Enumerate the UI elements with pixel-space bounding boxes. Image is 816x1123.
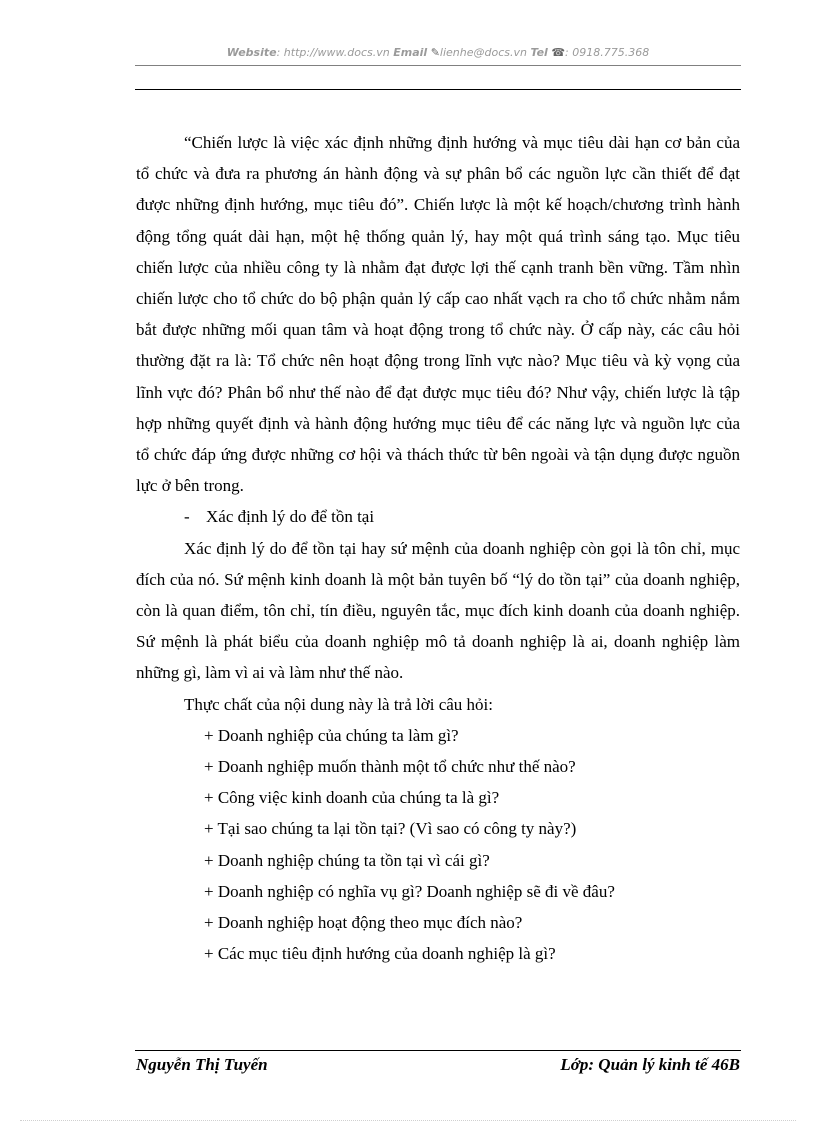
page-header (135, 46, 741, 59)
dash-marker: - (184, 507, 190, 527)
footer-author: Nguyễn Thị Tuyến (136, 1055, 268, 1074)
tel-label: Tel (530, 46, 548, 59)
header-rule (135, 65, 741, 66)
phone-icon: ☎ (551, 46, 566, 59)
list-item: + Doanh nghiệp chúng ta tồn tại vì cái gì? (204, 850, 490, 870)
paragraph-strategy-definition: “Chiến lược là việc xác định những định hướng và mục tiêu dài hạn cơ bản của tổ chức và đưa ra phương án hành động và sự phân bổ các nguồn lực cần thiết để đạt được những định hướng, mục tiêu đó”. Chiến lược là một kế hoạch/chương trình hành động tổng quát dài hạn, một hệ thống quản lý, hay một quá trình sáng tạo. Mục tiêu chiến lược của nhiều công ty là nhằm đạt được lợi thế cạnh tranh bền vững. Tầm nhìn chiến lược cho tổ chức do bộ phận quản lý cấp cao nhất vạch ra cho tổ chức nhằm nắm bắt được những mối quan tâm và hoạt động trong tổ chức này. Ở cấp này, các câu hỏi thường đặt ra là: Tổ chức nên hoạt động trong lĩnh vực nào? Mục tiêu và kỳ vọng của lĩnh vực đó? Phân bổ như thế nào để đạt được mục tiêu đó? Như vậy, chiến lược là tập hợp những quyết định và hành động hướng mục tiêu để các năng lực và nguồn lực của tổ chức đáp ứng được những cơ hội và thách thức từ bên ngoài và tận dụng được nguồn lực ở bên trong. (136, 133, 740, 496)
paragraph-mission: Xác định lý do để tồn tại hay sứ mệnh của doanh nghiệp còn gọi là tôn chỉ, mục đích của nó. Sứ mệnh kinh doanh là một bản tuyên bố “lý do tồn tại” của doanh nghiệp, còn là quan điểm, tôn chỉ, tín điều, nguyên tắc, mục đích kinh doanh của doanh nghiệp. Sứ mệnh là phát biểu của doanh nghiệp mô tả doanh nghiệp là ai, doanh nghiệp làm những gì, làm vì ai và làm như thế nào. (136, 538, 740, 683)
header-rule-bottom (135, 89, 741, 90)
section-heading (136, 501, 740, 532)
paragraph-questions-intro: Thực chất của nội dung này là trả lời câu hỏi: (184, 694, 493, 714)
list-item: + Tại sao chúng ta lại tồn tại? (Vì sao có công ty này?) (204, 819, 577, 839)
website-value: : http://www.docs.vn (276, 46, 390, 59)
heading-text: Xác định lý do để tồn tại (206, 507, 375, 527)
email-label: Email (393, 46, 428, 59)
tel-value: : 0918.775.368 (565, 46, 650, 59)
list-item: + Doanh nghiệp muốn thành một tổ chức như thế nào? (204, 757, 576, 777)
page-edge (20, 1120, 796, 1121)
pen-icon: ✎ (430, 46, 440, 59)
footer-class: Lớp: Quản lý kinh tế 46B (560, 1055, 740, 1074)
email-value: lienhe@docs.vn (439, 46, 527, 59)
website-label: Website (226, 46, 277, 59)
list-item: + Doanh nghiệp hoạt động theo mục đích nào? (204, 913, 523, 933)
list-item: + Doanh nghiệp có nghĩa vụ gì? Doanh nghiệp sẽ đi về đâu? (204, 881, 615, 901)
list-item: + Công việc kinh doanh của chúng ta là gì? (204, 788, 500, 808)
footer-rule (135, 1050, 741, 1051)
document-body (136, 127, 740, 969)
list-item: + Các mục tiêu định hướng của doanh nghiệp là gì? (204, 944, 556, 964)
list-item: + Doanh nghiệp của chúng ta làm gì? (204, 725, 459, 745)
